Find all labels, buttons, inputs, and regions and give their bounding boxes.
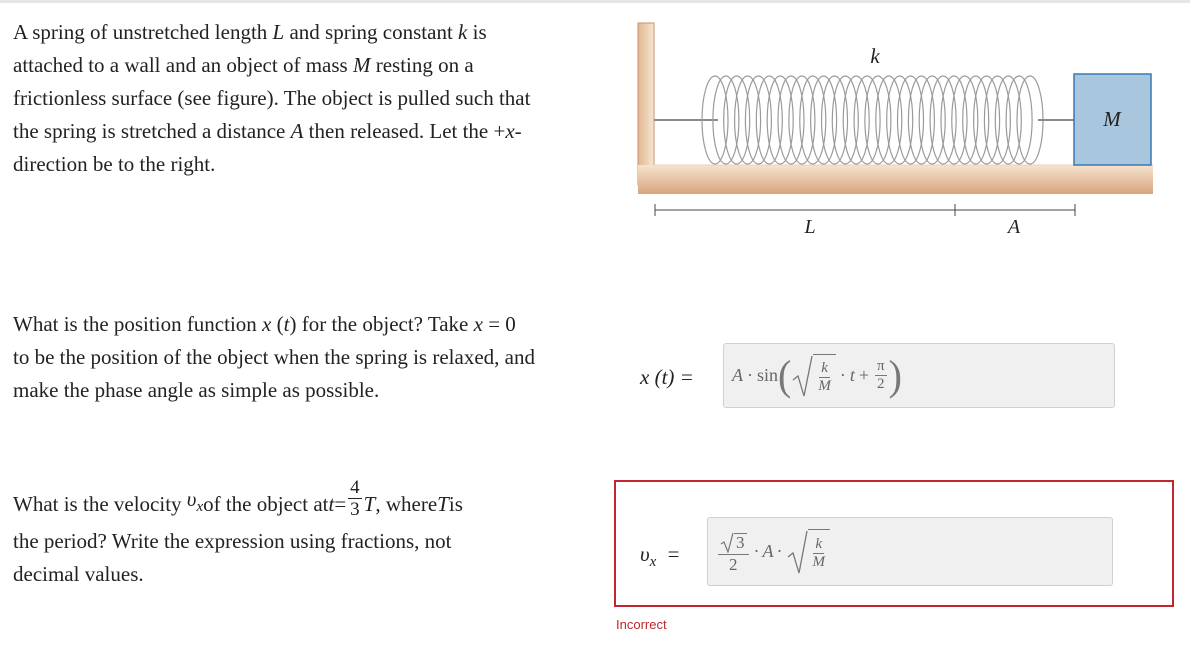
- mass-label: M: [1103, 107, 1121, 131]
- velocity-lhs-label: $\upsilon_x$ =: [640, 542, 680, 571]
- sqrt-k-over-m-2: k M: [786, 529, 831, 575]
- q1-line-5: direction be to the right.: [13, 152, 216, 176]
- velocity-answer-field[interactable]: [707, 517, 1113, 586]
- q2-line-2: to be the position of the object when the spring is relaxed, and: [13, 345, 535, 369]
- velocity-answer-expression: 3 2 · A · k M: [716, 518, 830, 585]
- q2-line-3: make the phase angle as simple as possible.: [13, 378, 380, 402]
- spring-diagram: [630, 15, 1170, 245]
- position-lhs-label: x (t) =: [640, 365, 694, 389]
- q1-line-2: attached to a wall and an object of mass M resting on a: [13, 53, 474, 77]
- top-divider: [0, 0, 1190, 3]
- q3-line-1: What is the velocity $\upsilon_x$ of the object at t = $\frac{4}{3}$ T , where T is: [13, 476, 463, 520]
- q1-line-4: the spring is stretched a distance A then released. Let the +x-: [13, 119, 522, 143]
- question-1-text: [13, 16, 583, 181]
- amplitude-label: A: [1007, 216, 1021, 238]
- position-answer-field[interactable]: [723, 343, 1115, 408]
- q1-line-1: A spring of unstretched length L and spring constant k is: [13, 20, 487, 44]
- q3-line-3: decimal values.: [13, 562, 144, 586]
- q3-line-2: the period? Write the expression using fractions, not: [13, 529, 452, 553]
- q1-line-3: frictionless surface (see figure). The object is pulled such that: [13, 86, 531, 110]
- floor: [638, 165, 1153, 194]
- spring-coils: [702, 76, 1043, 164]
- sqrt-k-over-m: k M: [791, 354, 836, 398]
- spring-constant-label: k: [870, 44, 880, 68]
- length-label: L: [804, 216, 816, 238]
- wall: [638, 23, 654, 185]
- status-incorrect: Incorrect: [616, 617, 667, 632]
- q2-line-1: What is the position function x (t) for the object? Take x = 0: [13, 312, 516, 336]
- position-answer-expression: A · sin ( k M · t + $\frac{\pi}{2}$ ): [732, 351, 902, 399]
- question-3-text: [13, 476, 593, 591]
- question-2-text: [13, 308, 588, 407]
- spring-mass-figure: [630, 15, 1170, 245]
